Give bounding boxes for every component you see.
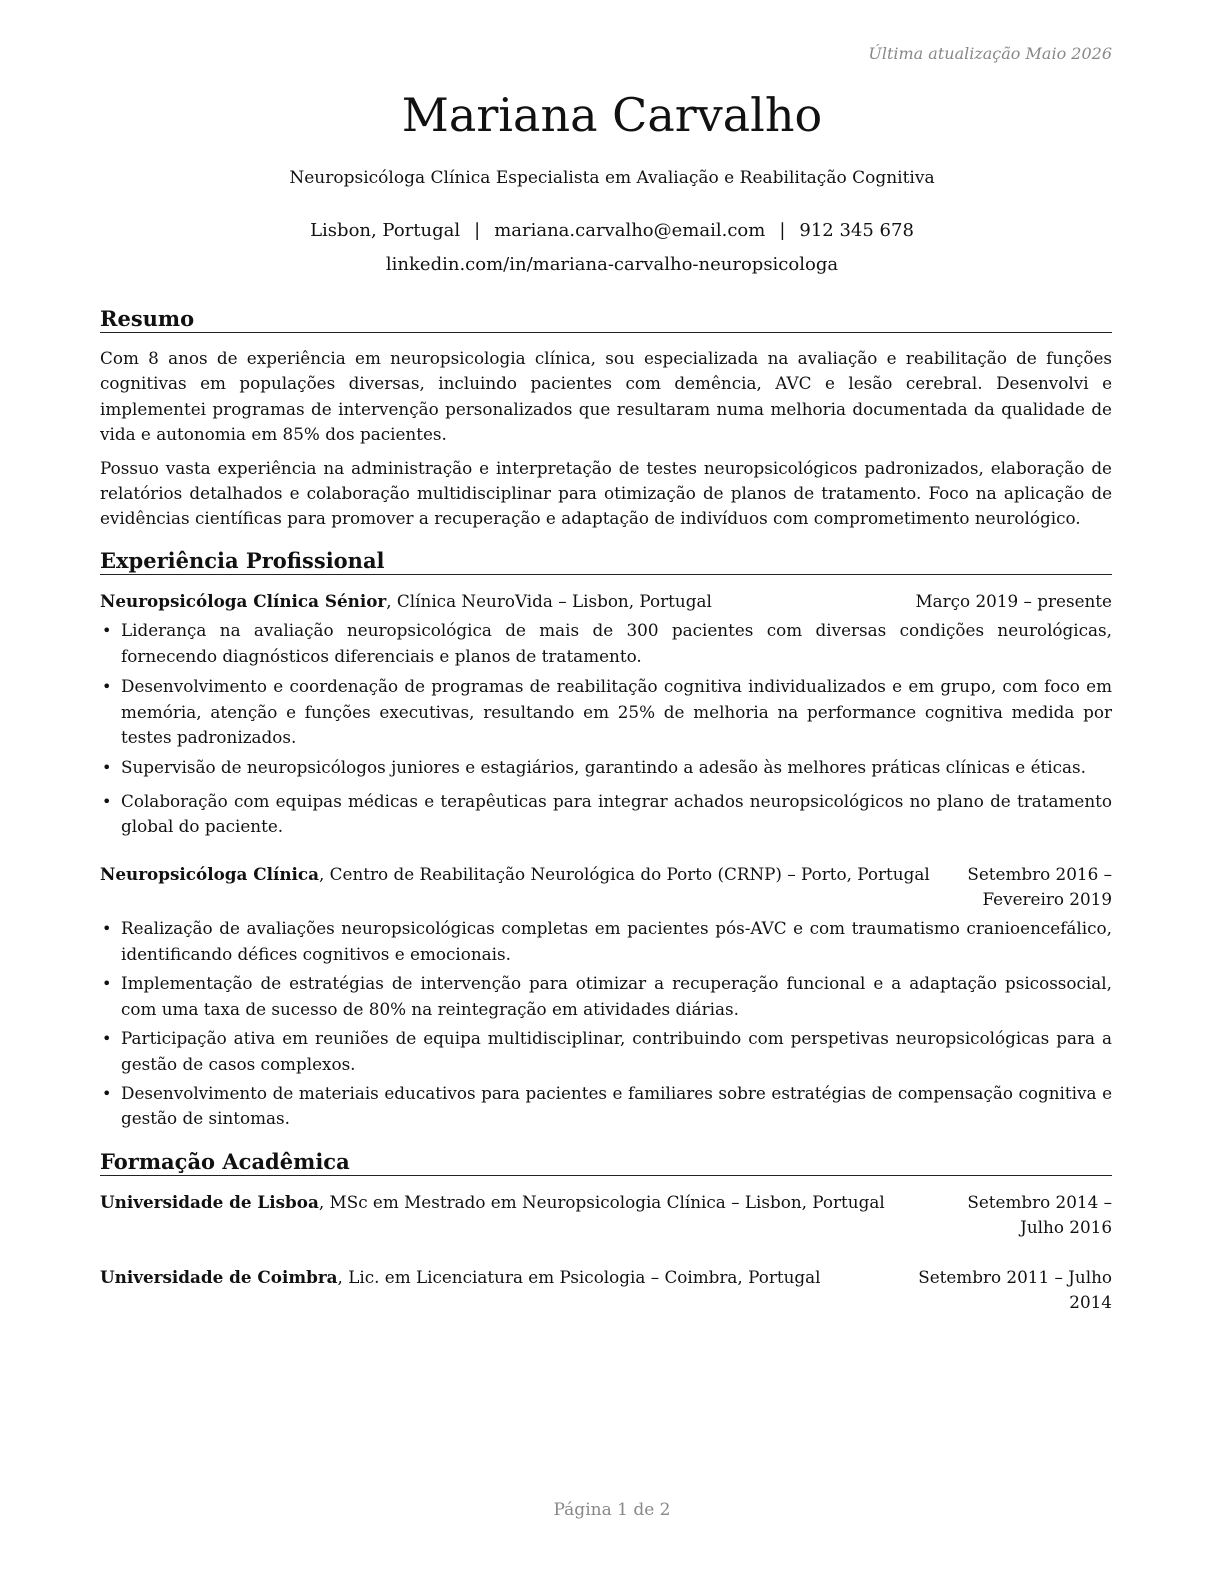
contact-line [0,220,1224,241]
linkedin-link[interactable]: linkedin.com/in/mariana-carvalho-neuropsicologa [385,254,839,275]
bullet-icon: • [102,919,112,939]
job-role: Neuropsicóloga Clínica Sénior [100,591,387,611]
location: Lisbon, Portugal [310,220,461,241]
list-item: • Colaboração com equipas médicas e terapêuticas para integrar achados neuropsicológicos no plano de tratamento global do paciente. [102,790,1112,837]
list-item: • Implementação de estratégias de intervenção para otimizar a recuperação funcional e a adaptação psicossocial, com uma taxa de sucesso de 80% na reintegração em atividades diárias. [102,973,1112,1019]
bullet-icon: • [102,1083,112,1103]
job-dates: Setembro 2016 – Fevereiro 2019 [967,863,1112,910]
separator: | [474,220,481,241]
section-title-education: Formação Acadêmica [100,1149,1112,1176]
school-name: Universidade de Coimbra [100,1266,338,1287]
candidate-name: Mariana Carvalho [401,88,823,142]
job-role: Neuropsicóloga Clínica [100,863,320,884]
list-item: • Realização de avaliações neuropsicológicas completas em pacientes pós-AVC e com traumatismo cranioencefálico, identificando défices cognitivos e emocionais. [102,918,1112,964]
list-item: • Liderança na avaliação neuropsicológica de mais de 300 pacientes com diversas condições neurológicas, fornecendo diagnósticos diferenciais e planos de tratamento. [102,620,1112,666]
list-item: • Participação ativa em reuniões de equipa multidisciplinar, contribuindo com perspetivas neuropsicológicas para a gestão de casos complexos. [102,1028,1112,1074]
job-bullets [100,916,1112,1131]
list-item: • Desenvolvimento de materiais educativos para pacientes e familiares sobre estratégias de compensação cognitiva e gestão de sintomas. [102,1082,1112,1129]
education-entry [100,1190,1112,1241]
separator: | [779,220,786,241]
bullet-icon: • [102,974,112,994]
section-title-experience: Experiência Profissional [100,548,1112,575]
list-item: • Desenvolvimento e coordenação de programas de reabilitação cognitiva individualizados e em grupo, com foco em memória, atenção e funções executivas, resultando em 25% de melhoria na performance cognitiva medida por testes padronizados. [102,676,1112,748]
education-dates: Setembro 2011 – Julho 2014 [918,1266,1112,1313]
bullet-icon: • [102,677,112,697]
job-dates: Março 2019 – presente [915,591,1112,611]
job-organization: , Clínica NeuroVida – Lisbon, Portugal [386,591,712,611]
job-entry [100,589,1112,840]
bullet-icon: • [102,621,112,641]
bullet-icon: • [102,1029,112,1049]
bullet-icon: • [102,758,112,778]
education-dates: Setembro 2014 – Julho 2016 [967,1192,1112,1238]
job-organization: , Centro de Reabilitação Neurológica do Porto (CRNP) – Porto, Portugal [319,863,930,884]
list-item: • Supervisão de neuropsicólogos juniores e estagiários, garantindo a adesão às melhores práticas clínicas e éticas. [100,755,1112,780]
page-number: Página 1 de 2 [553,1500,671,1520]
education-section [100,1149,1112,1316]
job-entry [100,862,1112,1132]
school-name: Universidade de Lisboa [100,1192,319,1212]
summary-paragraph: Possuo vasta experiência na administração e interpretação de testes neuropsicológicos padronizados, elaboração de relatórios detalhados e colaboração multidisciplinar para otimização de planos de tratamento. Foco na aplicação de evidências científicas para promover a recuperação e adaptação de indivíduos com comprometimento neurológico. [100,457,1112,529]
section-title-summary: Resumo [100,306,1112,333]
summary-section [100,306,1112,532]
last-updated: Última atualização Maio 2026 [868,44,1112,63]
education-entry [100,1265,1112,1316]
degree: , MSc em Mestrado em Neuropsicologia Clínica – Lisbon, Portugal [318,1192,885,1212]
job-header [100,862,1112,913]
experience-section [100,548,1112,1132]
job-bullets [100,618,1112,839]
summary-paragraph: Com 8 anos de experiência em neuropsicologia clínica, sou especializada na avaliação e reabilitação de funções cognitivas em populações diversas, incluindo pacientes com demência, AVC e lesão cerebral. Desenvolvi e implementei programas de intervenção personalizados que resultaram numa melhoria documentada da qualidade de vida e autonomia em 85% dos pacientes. [100,348,1112,445]
phone: 912 345 678 [799,220,914,241]
email-link[interactable]: mariana.carvalho@email.com [494,220,766,241]
candidate-headline: Neuropsicóloga Clínica Especialista em Avaliação e Reabilitação Cognitiva [289,168,935,188]
bullet-icon: • [102,791,112,811]
degree: , Lic. em Licenciatura em Psicologia – Coimbra, Portugal [337,1266,821,1287]
job-header [100,589,1112,614]
